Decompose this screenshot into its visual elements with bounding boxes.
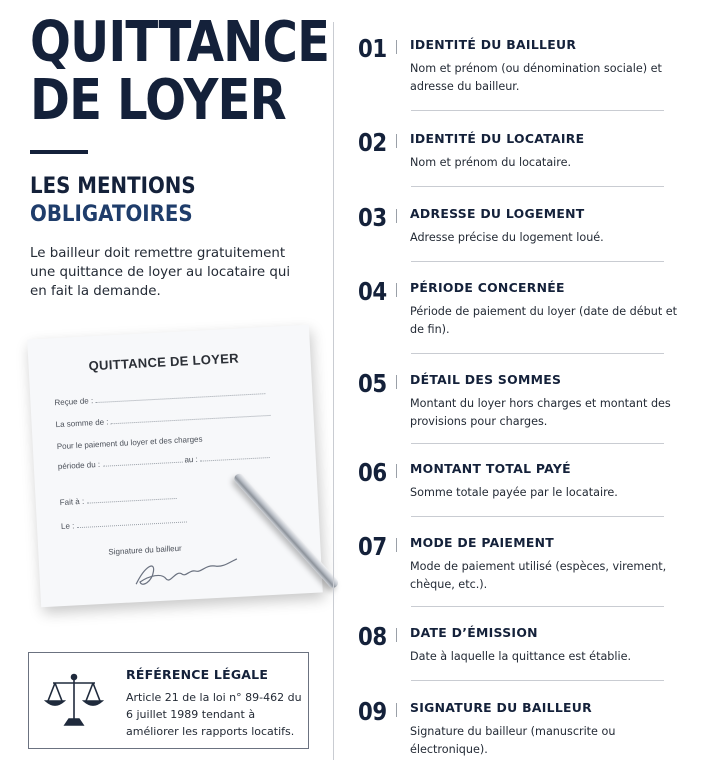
mention-separator	[411, 353, 664, 354]
mention-description: Somme totale payée par le locataire.	[410, 486, 618, 499]
subtitle-line1: LES MENTIONS	[30, 174, 196, 199]
receipt-dotted-line	[111, 410, 271, 424]
receipt-illustration	[26, 312, 346, 632]
mention-title: MONTANT TOTAL PAYÉ	[410, 461, 571, 476]
title-rule	[30, 150, 88, 154]
mention-tick	[396, 283, 397, 297]
receipt-field-somme	[55, 409, 270, 429]
receipt-field-paiement: Pour le paiement du loyer et des charges	[56, 434, 203, 452]
mention-separator	[411, 443, 664, 444]
mention-separator	[411, 516, 664, 517]
mention-title: MODE DE PAIEMENT	[410, 535, 555, 550]
legal-reference-box	[28, 652, 309, 749]
mention-separator	[411, 606, 664, 607]
mention-tick	[396, 464, 397, 478]
receipt-label-le: Le :	[60, 521, 75, 532]
receipt-field-periode	[58, 451, 270, 471]
receipt-label-au: au :	[184, 454, 198, 465]
receipt-label-fait: Fait à :	[59, 496, 85, 508]
mention-description: Adresse précise du logement loué.	[410, 231, 604, 244]
mention-tick	[396, 375, 397, 389]
mention-description: Période de paiement du loyer (date de début et de fin).	[410, 305, 678, 336]
legal-reference-title: RÉFÉRENCE LÉGALE	[126, 667, 269, 682]
receipt-field-recue	[54, 387, 265, 407]
mention-tick	[396, 538, 397, 552]
mention-description: Nom et prénom (ou dénomination sociale) et adresse du bailleur.	[410, 62, 662, 93]
receipt-label-somme: La somme de :	[55, 417, 109, 430]
mention-number: 02	[358, 128, 387, 157]
mention-tick	[396, 209, 397, 223]
mention-title: ADRESSE DU LOGEMENT	[410, 206, 585, 221]
receipt-dotted-line	[200, 452, 270, 462]
subtitle-line2: OBLIGATOIRES	[30, 202, 193, 227]
receipt-field-signature: Signature du bailleur	[108, 543, 182, 557]
mention-description: Mode de paiement utilisé (espèces, virement, chèque, etc.).	[410, 560, 667, 591]
mention-title: DÉTAIL DES SOMMES	[410, 372, 562, 387]
mention-number: 04	[358, 277, 387, 306]
page-title-line1: QUITTANCE	[30, 10, 330, 75]
mention-number: 05	[358, 369, 387, 398]
mention-number: 03	[358, 203, 387, 232]
mention-description: Montant du loyer hors charges et montant des provisions pour charges.	[410, 397, 671, 428]
receipt-label-recue: Reçue de :	[54, 396, 94, 408]
mention-number: 01	[358, 34, 387, 63]
mention-title: IDENTITÉ DU LOCATAIRE	[410, 131, 585, 146]
mention-title: PÉRIODE CONCERNÉE	[410, 280, 565, 295]
mention-tick	[396, 134, 397, 148]
intro-text: Le bailleur doit remettre gratuitement une quittance de loyer au locataire qui en fait la demande.	[30, 246, 291, 299]
mention-description: Signature du bailleur (manuscrite ou électronique).	[410, 725, 616, 756]
receipt-field-le	[61, 515, 187, 531]
receipt-dotted-line	[95, 388, 265, 403]
receipt-field-fait	[60, 492, 177, 507]
handwritten-signature-icon	[131, 553, 243, 593]
mention-tick	[396, 703, 397, 717]
mention-separator	[411, 261, 664, 262]
mention-number: 07	[358, 532, 387, 561]
receipt-title: QUITTANCE DE LOYER	[88, 350, 240, 374]
receipt-dotted-line	[86, 493, 176, 504]
mention-title: SIGNATURE DU BAILLEUR	[410, 700, 592, 715]
mention-number: 08	[358, 622, 387, 651]
mention-description: Nom et prénom du locataire.	[410, 156, 572, 169]
mention-tick	[396, 628, 397, 642]
subtitle	[30, 173, 196, 229]
mention-title: DATE D’ÉMISSION	[410, 625, 538, 640]
mention-description: Date à laquelle la quittance est établie.	[410, 650, 632, 663]
receipt-label-periode: période du :	[57, 459, 101, 472]
mention-title: IDENTITÉ DU BAILLEUR	[410, 37, 577, 52]
scales-of-justice-icon	[43, 669, 105, 731]
mention-separator	[411, 680, 664, 681]
legal-reference-text: Article 21 de la loi n° 89-462 du 6 juillet 1989 tendant à améliorer les rapports locatifs.	[126, 691, 302, 738]
page-title-line2: DE LOYER	[30, 68, 286, 133]
column-divider	[333, 22, 334, 760]
mention-separator	[411, 110, 664, 111]
receipt-dotted-line	[102, 457, 182, 467]
receipt-paper	[27, 325, 323, 607]
mention-separator	[411, 186, 664, 187]
mention-tick	[396, 40, 397, 54]
page-title	[30, 10, 330, 133]
mention-number: 06	[358, 458, 387, 487]
mention-number: 09	[358, 697, 387, 726]
receipt-dotted-line	[76, 516, 186, 528]
